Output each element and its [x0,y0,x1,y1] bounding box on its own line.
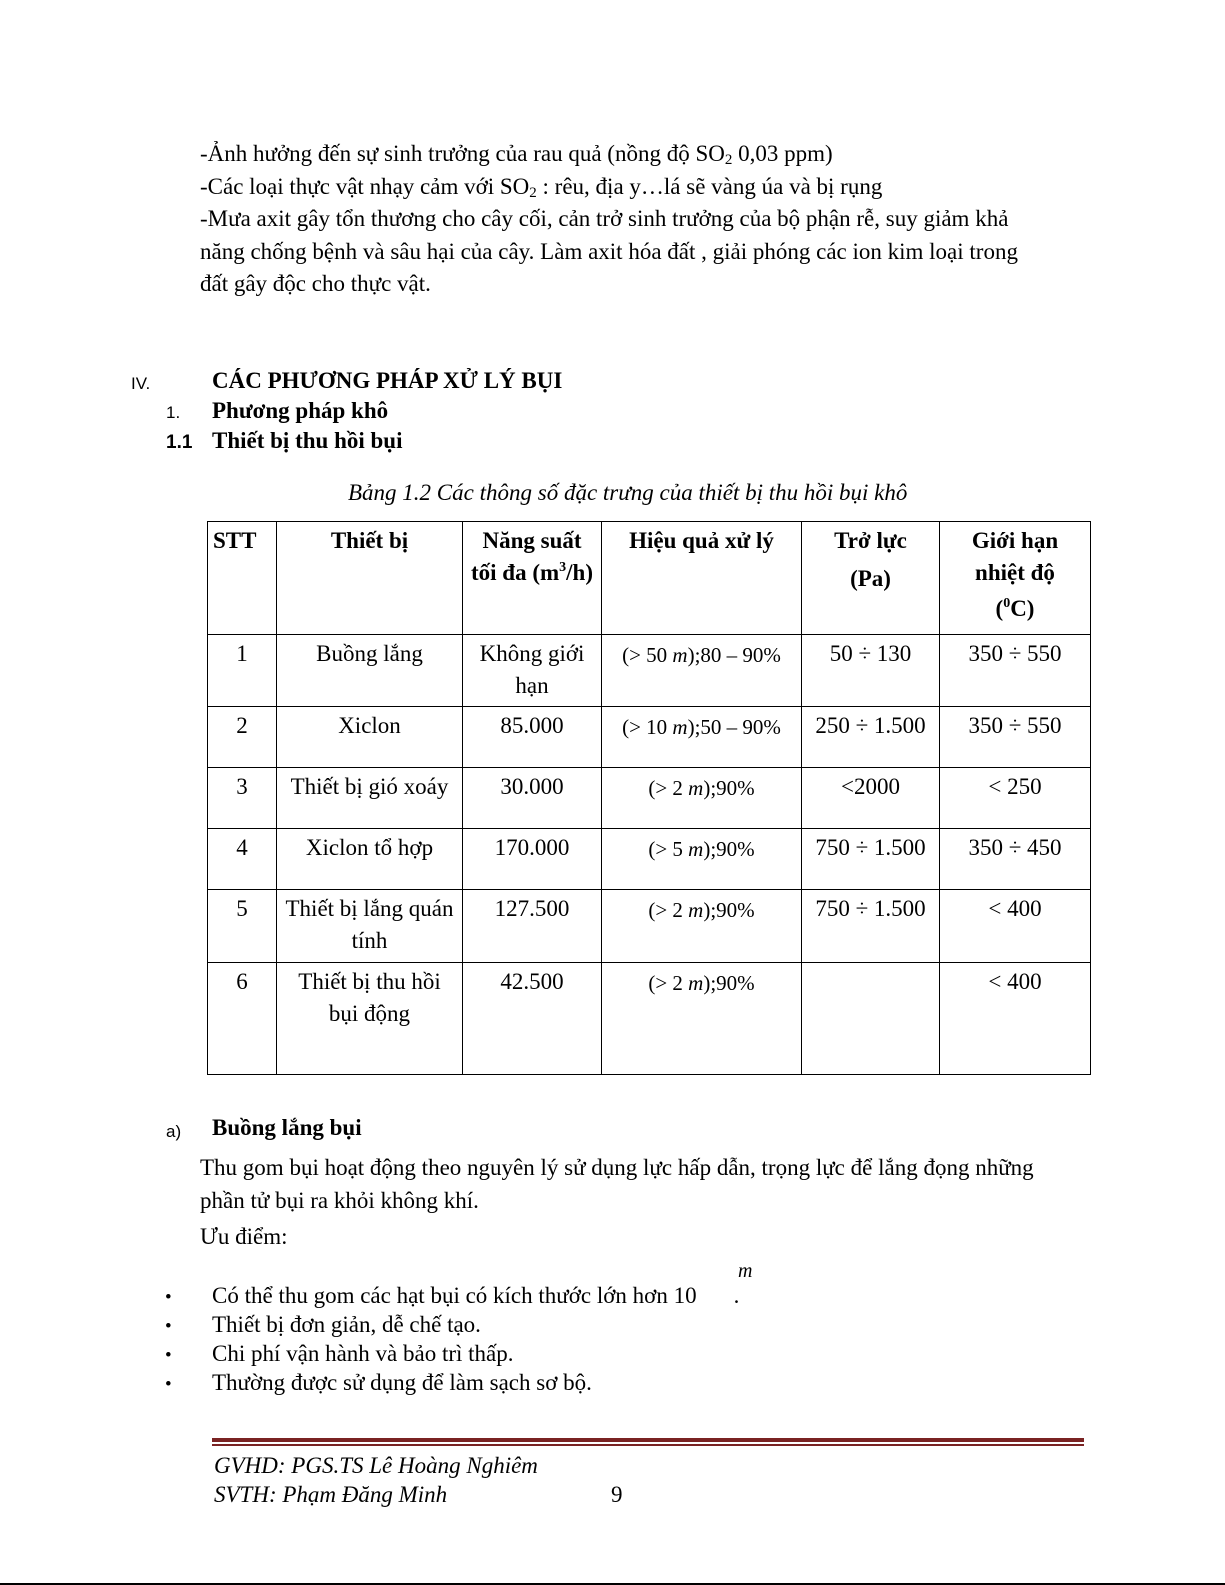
footer-rule-thick [212,1438,1084,1442]
cell-device: Thiết bị lắng quán tính [277,890,463,963]
cell-capacity: 30.000 [463,768,602,829]
subsection-1-number: 1. [166,403,181,422]
intro-line-5: đất gây độc cho thực vật. [200,271,431,296]
footer-rule-thin [212,1444,1084,1446]
cell-temp: 350 ÷ 550 [940,635,1091,707]
table-header-row [208,522,1091,635]
header-capacity: Năng suất tối đa $(m^3/h)$ [463,522,602,635]
cell-device: Thiết bị gió xoáy [277,768,463,829]
cell-temp: < 250 [940,768,1091,829]
cell-resistance [802,963,940,1075]
intro-line-3: -Mưa axit gây tổn thương cho cây cối, cản trở sinh trưởng của bộ phận rễ, suy giảm khả [200,206,1009,231]
table-row [208,890,1091,963]
cell-efficiency: (> 2 m);90% [602,890,802,963]
table-row [208,829,1091,890]
cell-resistance: 750 ÷ 1.500 [802,829,940,890]
intro-paragraph [200,138,1018,301]
cell-efficiency: (> 50 m);80 – 90% [602,635,802,707]
table-caption: Bảng 1.2 Các thông số đặc trưng của thiết bị thu hồi bụi khô [348,480,908,505]
footer-advisor: GVHD: PGS.TS Lê Hoàng Nghiêm [214,1453,538,1478]
bullet-marker: • [165,1374,172,1395]
cell-capacity: 170.000 [463,829,602,890]
subsection-1-1-number: 1.1 [166,432,193,453]
cell-resistance: 50 ÷ 130 [802,635,940,707]
header-device: Thiết bị [277,522,463,635]
cell-stt: 6 [208,963,277,1075]
cell-temp: 350 ÷ 450 [940,829,1091,890]
cell-stt: 2 [208,707,277,768]
bullet-item-3: Chi phí vận hành và bảo trì thấp. [212,1341,514,1366]
cell-device: Xiclon tổ hợp [277,829,463,890]
paragraph-line-1: Thu gom bụi hoạt động theo nguyên lý sử dụng lực hấp dẫn, trọng lực để lắng đọng những [200,1155,1034,1180]
cell-stt: 1 [208,635,277,707]
footer-student: SVTH: Phạm Đăng Minh [214,1482,448,1507]
cell-resistance: 750 ÷ 1.500 [802,890,940,963]
equipment-spec-table [207,521,1091,1075]
paragraph-line-2: phần tử bụi ra khỏi không khí. [200,1187,479,1213]
table-row [208,768,1091,829]
cell-capacity: Không giới hạn [463,635,602,707]
advantages-label: Ưu điểm: [200,1224,288,1249]
header-stt: STT [208,522,277,635]
subsection-a-paragraph [200,1152,1034,1217]
subsection-a-marker: a) [166,1122,182,1141]
cell-device: Xiclon [277,707,463,768]
cell-device: Buồng lắng [277,635,463,707]
bullet-item-2: Thiết bị đơn giản, dễ chế tạo. [212,1312,481,1337]
bullet-item-1: Có thể thu gom các hạt bụi có kích thước lớn hơn 10 . [212,1283,740,1308]
subsection-a-title: Buồng lắng bụi [212,1115,362,1140]
cell-device: Thiết bị thu hồi bụi động [277,963,463,1075]
bullet-marker: • [165,1287,172,1308]
section-number: IV. [131,374,151,393]
intro-line-4: năng chống bệnh và sâu hại của cây. Làm axit hóa đất , giải phóng các ion kim loại trong [200,238,1018,264]
cell-efficiency: (> 10 m);50 – 90% [602,707,802,768]
intro-line-2: -Các loại thực vật nhạy cảm với $SO_2$ : rêu, địa y…lá sẽ vàng úa và bị rụng [200,173,883,201]
cell-efficiency: (> 2 m);90% [602,963,802,1075]
cell-resistance: 250 ÷ 1.500 [802,707,940,768]
table-row [208,635,1091,707]
header-temp-limit: Giới hạn nhiệt độ ($^0$C) [940,522,1091,635]
subsection-1-title: Phương pháp khô [212,398,389,423]
table-row [208,963,1091,1075]
cell-capacity: 42.500 [463,963,602,1075]
header-efficiency: Hiệu quả xử lý [602,522,802,635]
cell-resistance: <2000 [802,768,940,829]
cell-stt: 3 [208,768,277,829]
cell-capacity: 127.500 [463,890,602,963]
table-row [208,707,1091,768]
page-number: 9 [611,1482,623,1507]
cell-temp: 350 ÷ 550 [940,707,1091,768]
cell-capacity: 85.000 [463,707,602,768]
cell-stt: 4 [208,829,277,890]
section-title: CÁC PHƯƠNG PHÁP XỬ LÝ BỤI [212,368,563,393]
bullet-marker: • [165,1316,172,1337]
micro-symbol: m [738,1260,753,1282]
cell-temp: < 400 [940,963,1091,1075]
bullet-marker: • [165,1345,172,1366]
subsection-1-1-title: Thiết bị thu hồi bụi [212,428,403,453]
cell-stt: 5 [208,890,277,963]
cell-efficiency: (> 2 m);90% [602,768,802,829]
cell-efficiency: (> 5 m);90% [602,829,802,890]
cell-temp: < 400 [940,890,1091,963]
header-resistance: Trở lực (Pa) [802,522,940,635]
intro-line-1: -Ảnh hưởng đến sự sinh trưởng của rau quả (nồng độ $SO_2$ 0,03 ppm) [200,141,833,168]
bullet-item-4: Thường được sử dụng để làm sạch sơ bộ. [212,1370,592,1395]
